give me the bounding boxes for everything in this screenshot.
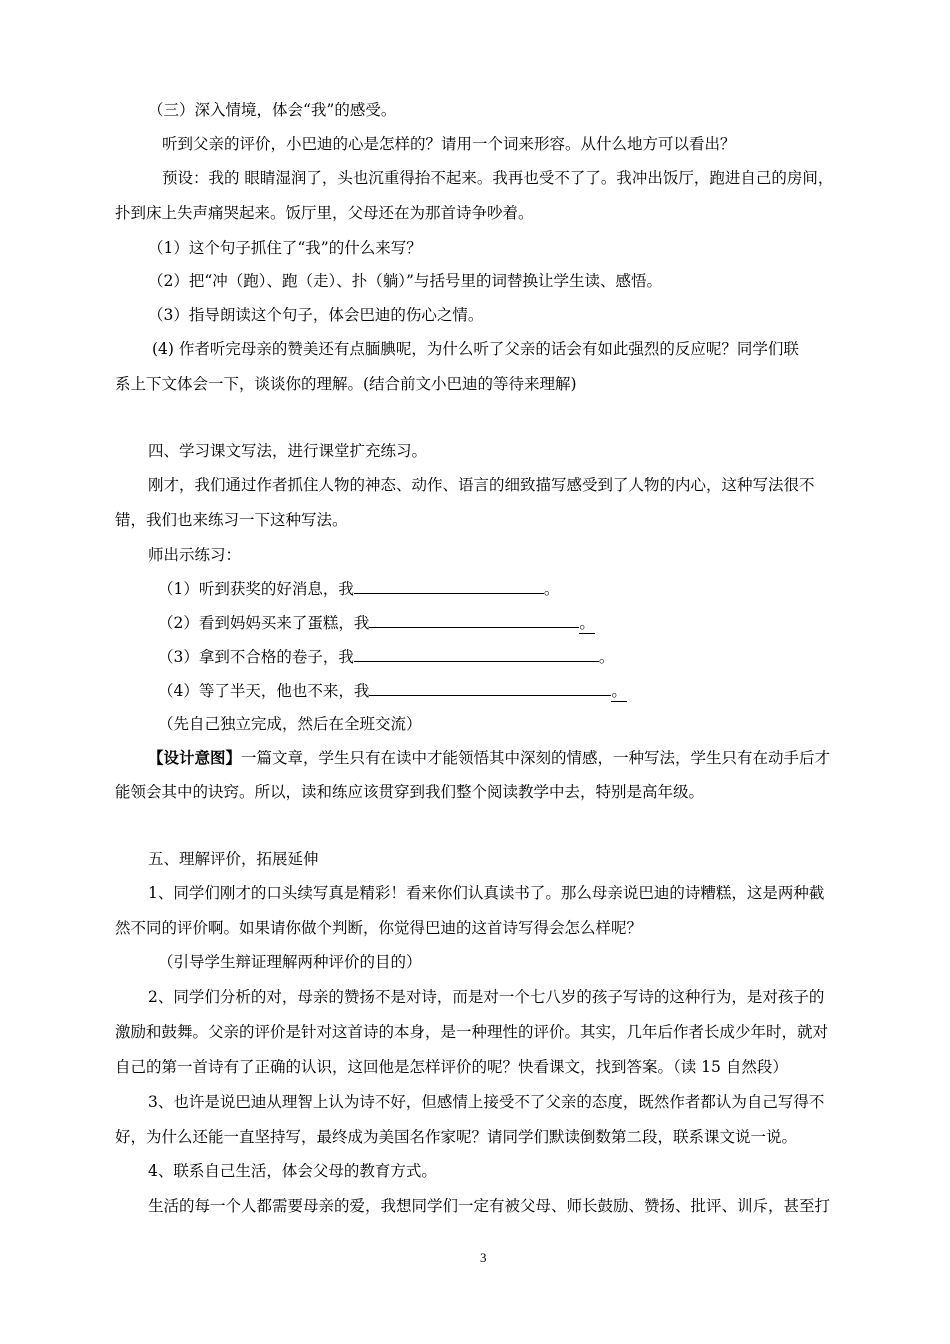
- exercise-note: （先自己独立完成，然后在全班交流）: [158, 715, 422, 733]
- exercise-4-end: 。: [611, 682, 627, 700]
- section5-p3-line-2: 好，为什么还能一直坚持写，最终成为美国名作家呢？请同学们默读倒数第二段，联系课文说一说。: [115, 1128, 798, 1146]
- section4-heading: 四、学习课文写法，进行课堂扩充练习。: [148, 442, 428, 460]
- section5-p2-line-1: 2、同学们分析的对，母亲的赞扬不是对诗，而是对一个七八岁的孩子写诗的这种行为，是对孩子的: [148, 988, 825, 1006]
- exercise-2-blank[interactable]: [369, 613, 579, 628]
- page-number: 3: [480, 1250, 487, 1265]
- section5-p1-note: （引导学生辩证理解两种评价的目的）: [158, 953, 422, 971]
- design-intent-line-1: [148, 748, 830, 768]
- section5-p4: 4、联系自己生活，体会父母的教育方式。: [148, 1162, 437, 1180]
- section3-heading: （三）深入情境，体会“我”的感受。: [148, 101, 397, 119]
- exercise-2-text: （2）看到妈妈买来了蛋糕，我: [158, 614, 370, 632]
- step-3: （3）指导朗读这个句子，体会巴迪的伤心之情。: [148, 306, 484, 324]
- exercise-4-text: （4）等了半天，他也不来，我: [158, 682, 370, 700]
- exercise-2: [158, 613, 595, 634]
- exercise-4: [158, 681, 627, 702]
- exercise-1: [158, 579, 559, 599]
- exercise-3-end: 。: [598, 648, 615, 666]
- exercise-1-text: （1）听到获奖的好消息，我: [158, 580, 354, 598]
- step-4-line-2: 系上下文体会一下，谈谈你的理解。(结合前文小巴迪的等待来理解): [115, 375, 577, 393]
- exercise-3-blank[interactable]: [354, 647, 599, 662]
- section5-p2-line-3: 自己的第一首诗有了正确的认识，这回他是怎样评价的呢？快看课文，找到答案。（读 15 自然段）: [115, 1058, 788, 1076]
- step-2: （2）把“冲（跑）、跑（走）、扑（躺）”与括号里的词替换让学生读、感悟。: [148, 272, 662, 290]
- design-intent-line-2: 能领会其中的诀窍。所以，读和练应该贯穿到我们整个阅读教学中去，特别是高年级。: [115, 783, 705, 801]
- section5-p3-line-1: 3、也许是说巴迪从理智上认为诗不好，但感情上接受不了父亲的态度，既然作者都认为自己写得不: [148, 1093, 825, 1111]
- exercise-1-end: 。: [543, 580, 560, 598]
- section5-heading: 五、理解评价，拓展延伸: [148, 850, 319, 868]
- section5-p5-line-1: 生活的每一个人都需要母亲的爱，我想同学们一定有被父母、师长鼓励、赞扬、批评、训斥，甚至打: [148, 1197, 831, 1215]
- section4-intro-line-2: 错，我们也来练习一下这种写法。: [115, 511, 348, 529]
- exercise-3: [158, 647, 614, 667]
- section5-p1-line-2: 然不同的评价啊。如果请你做个判断，你觉得巴迪的这首诗写得会怎么样呢？: [115, 919, 643, 937]
- preset-line-1: 预设：我的 眼睛湿润了，头也沉重得抬不起来。我再也受不了了。我冲出饭厅，跑进自己的房间，: [162, 169, 834, 187]
- section4-intro-line-1: 刚才，我们通过作者抓住人物的神态、动作、语言的细致描写感受到了人物的内心，这种写法很不: [148, 476, 815, 494]
- preset-line-2: 扑到床上失声痛哭起来。饭厅里，父母还在为那首诗争吵着。: [115, 204, 534, 222]
- step-1: （1）这个句子抓住了“我”的什么来写？: [148, 239, 422, 257]
- exercise-2-end: 。: [579, 614, 595, 632]
- section3-question: 听到父亲的评价，小巴迪的心是怎样的？请用一个词来形容。从什么地方可以看出？: [162, 135, 736, 153]
- section5-p1-line-1: 1、同学们刚才的口头续写真是精彩！看来你们认真读书了。那么母亲说巴迪的诗糟糕，这是两种截: [148, 884, 825, 902]
- design-intent-text: 一篇文章，学生只有在读中才能领悟其中深刻的情感，一种写法，学生只有在动手后才: [241, 749, 831, 767]
- exercise-3-text: （3）拿到不合格的卷子，我: [158, 648, 354, 666]
- step-4-line-1: (4) 作者听完母亲的赞美还有点腼腆呢，为什么听了父亲的话会有如此强烈的反应呢？同学们联: [152, 340, 799, 358]
- section5-p2-line-2: 激励和鼓舞。父亲的评价是针对这首诗的本身，是一种理性的评价。其实，几年后作者长成少年时，就对: [115, 1023, 829, 1041]
- exercise-1-blank[interactable]: [354, 579, 544, 594]
- design-intent-label: 【设计意图】: [148, 748, 242, 767]
- exercise-4-blank[interactable]: [369, 681, 611, 696]
- exercise-label: 师出示练习：: [148, 546, 242, 564]
